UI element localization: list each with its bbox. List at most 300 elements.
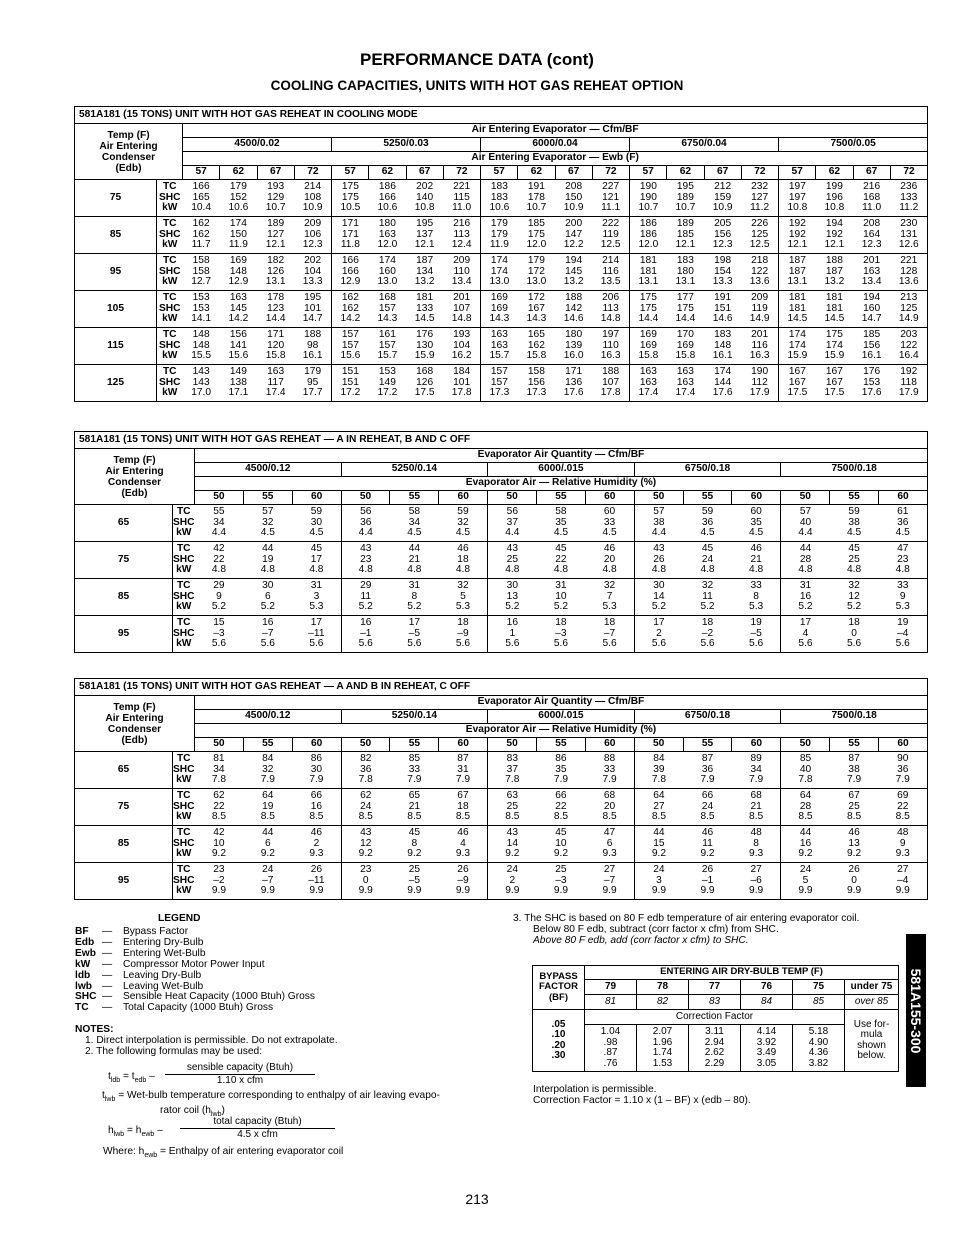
cell-kw: 14.5 xyxy=(787,313,808,325)
data-cell xyxy=(853,180,890,217)
cell-kw: 10.9 xyxy=(302,202,323,214)
cell-shc: 30 xyxy=(310,516,323,528)
cell-tc: 195 xyxy=(416,218,434,230)
data-cell xyxy=(220,328,257,365)
cell-tc: 59 xyxy=(457,506,469,518)
cell-tc: 163 xyxy=(267,366,285,378)
row-temp: 85 xyxy=(75,826,173,863)
cell-shc: 35 xyxy=(555,516,567,528)
cell-shc: 163 xyxy=(676,376,694,388)
cell-shc: 157 xyxy=(341,339,359,351)
cell-tc: 30 xyxy=(506,580,518,592)
data-cell xyxy=(341,542,390,579)
column-header: 60 xyxy=(585,491,634,505)
cell-shc: 13 xyxy=(506,590,518,602)
cell-kw: 14.9 xyxy=(898,313,919,325)
row-temp: 105 xyxy=(75,291,157,328)
data-cell xyxy=(741,291,778,328)
group-header: Evaporator Air Quantity — Cfm/BF xyxy=(195,449,928,463)
cell-tc: 18 xyxy=(457,617,469,629)
data-cell xyxy=(704,217,741,254)
cell-tc: 181 xyxy=(416,292,434,304)
cell-shc: 107 xyxy=(602,376,620,388)
cell-tc: 47 xyxy=(603,827,616,839)
cell-kw: 14.1 xyxy=(191,313,212,325)
row-labels xyxy=(157,254,183,291)
cell-kw: 4.8 xyxy=(260,564,275,576)
cell-tc: 216 xyxy=(863,181,881,193)
cell-shc: 12 xyxy=(848,590,860,602)
cell-tc: 46 xyxy=(701,827,714,839)
table-row xyxy=(75,328,928,365)
cell-shc: 160 xyxy=(378,265,396,277)
data-cell xyxy=(332,180,369,217)
row-temp: 95 xyxy=(75,616,173,653)
cell-tc: 193 xyxy=(267,181,285,193)
cell-kw: 13.4 xyxy=(451,276,472,288)
cell-kw: 15.9 xyxy=(824,350,845,362)
cell-tc: 206 xyxy=(602,292,620,304)
cell-kw: 17.4 xyxy=(265,387,286,399)
row-label: SHC xyxy=(173,763,195,775)
cell-kw: 10.7 xyxy=(675,202,696,214)
cell-tc: 30 xyxy=(653,580,665,592)
data-cell xyxy=(390,505,439,542)
cell-shc: 23 xyxy=(897,553,909,565)
row-label: TC xyxy=(176,580,191,592)
page-subtitle: COOLING CAPACITIES, UNITS WITH HOT GAS REHEAT OPTION xyxy=(270,78,684,93)
cell-tc: 190 xyxy=(751,366,769,378)
cell-kw: 13.0 xyxy=(489,276,510,288)
data-cell xyxy=(243,579,292,616)
column-header: 50 xyxy=(781,491,830,505)
cell-tc: 158 xyxy=(527,366,545,378)
data-cell xyxy=(243,542,292,579)
bf-temp-italic: 83 xyxy=(689,995,741,1010)
row-labels xyxy=(157,365,183,402)
formula-ldb: $t_{ldb} = t_{edb}$ – xyxy=(108,1071,155,1085)
cell-tc: 199 xyxy=(825,181,843,193)
data-cell xyxy=(195,505,244,542)
cell-kw: 10.6 xyxy=(489,202,510,214)
table-caption: 581A181 (15 TONS) UNIT WITH HOT GAS REHEAT — A IN REHEAT, B AND C OFF xyxy=(75,432,928,449)
cell-shc: 164 xyxy=(863,228,881,240)
cell-shc: 139 xyxy=(565,339,583,351)
column-header: 55 xyxy=(830,738,879,752)
cell-shc: 137 xyxy=(416,228,434,240)
a-reheat-table xyxy=(74,431,928,653)
cell-tc: 194 xyxy=(863,292,881,304)
cell-shc: 151 xyxy=(714,302,732,314)
cfm-group: 7500/0.18 xyxy=(781,463,928,477)
cell-kw: 10.7 xyxy=(638,202,659,214)
row-labels xyxy=(157,291,183,328)
bf-temp: 75 xyxy=(793,980,845,995)
cell-tc: 171 xyxy=(341,218,359,230)
cell-tc: 190 xyxy=(639,181,657,193)
data-cell xyxy=(195,826,244,863)
column-header: 55 xyxy=(243,491,292,505)
column-header: 55 xyxy=(537,738,586,752)
data-cell xyxy=(879,542,928,579)
cell-shc: 145 xyxy=(229,302,247,314)
cell-shc: 14 xyxy=(506,837,518,849)
cell-kw: 9.9 xyxy=(211,885,227,897)
cell-kw: 7.9 xyxy=(407,774,422,786)
cell-tc: 222 xyxy=(602,218,620,230)
row-label: TC xyxy=(162,218,177,230)
cell-shc: 9 xyxy=(899,837,906,849)
data-cell xyxy=(634,752,683,789)
data-cell xyxy=(341,505,390,542)
column-header: 72 xyxy=(741,166,778,180)
cell-kw: 13.1 xyxy=(265,276,286,288)
cell-kw: 7.9 xyxy=(602,774,617,786)
cell-kw: 14.4 xyxy=(638,313,659,325)
cell-kw: 17.6 xyxy=(712,387,733,399)
cell-kw: 15.8 xyxy=(638,350,659,362)
cell-shc: 126 xyxy=(416,376,434,388)
cell-shc: 104 xyxy=(304,265,322,277)
cell-tc: 193 xyxy=(453,329,471,341)
data-cell xyxy=(341,826,390,863)
cell-tc: 60 xyxy=(750,506,762,518)
cell-kw: 9.2 xyxy=(407,848,422,860)
cell-tc: 201 xyxy=(751,329,769,341)
cfm-group: 4500/0.12 xyxy=(195,463,342,477)
cell-kw: 5.2 xyxy=(847,601,862,613)
data-cell xyxy=(779,254,816,291)
row-temp: 125 xyxy=(75,365,157,402)
cell-kw: 13.3 xyxy=(712,276,733,288)
cell-tc: 64 xyxy=(799,790,812,802)
cell-tc: 168 xyxy=(378,292,396,304)
cell-shc: 123 xyxy=(267,302,285,314)
cell-shc: 128 xyxy=(900,265,918,277)
data-cell xyxy=(879,752,928,789)
column-header: 50 xyxy=(781,738,830,752)
cell-tc: 168 xyxy=(416,366,434,378)
cell-shc: 28 xyxy=(799,553,812,565)
cell-kw: 5.6 xyxy=(407,638,422,650)
cell-tc: 45 xyxy=(848,543,860,555)
cell-shc: 167 xyxy=(825,376,843,388)
cell-kw: 7.9 xyxy=(700,774,715,786)
cell-shc: 14 xyxy=(653,590,665,602)
cell-tc: 176 xyxy=(863,366,881,378)
row-label: SHC xyxy=(173,800,195,812)
row-labels xyxy=(173,826,195,863)
cell-tc: 31 xyxy=(408,580,421,592)
row-label: TC xyxy=(162,255,177,267)
legend-item: lwb — Leaving Wet-Bulb xyxy=(75,980,204,992)
cell-shc: 148 xyxy=(229,265,247,277)
cell-kw: 5.6 xyxy=(309,638,324,650)
data-cell xyxy=(195,542,244,579)
cell-tc: 198 xyxy=(714,255,732,267)
cell-kw: 17.5 xyxy=(414,387,435,399)
legend xyxy=(75,927,315,1014)
column-header: 60 xyxy=(879,738,928,752)
data-cell xyxy=(195,616,244,653)
cell-shc: –7 xyxy=(603,874,616,886)
data-cell xyxy=(816,365,853,402)
correction-factor: .87 xyxy=(603,1047,618,1058)
cell-kw: 14.4 xyxy=(265,313,286,325)
cell-tc: 24 xyxy=(799,864,812,876)
note-3: 3. The SHC is based on 80 F edb temperature of air entering evaporator coil. Below 80 F edb, subtract (corr factor x cfm) from SHC. Above 80 F edb, add (corr factor x cfm) to SHC. xyxy=(513,913,860,946)
cell-kw: 13.2 xyxy=(414,276,435,288)
cell-kw: 12.2 xyxy=(563,239,584,251)
cell-tc: 89 xyxy=(750,753,762,765)
cell-kw: 8.5 xyxy=(847,811,862,823)
cfm-group: 6000/.015 xyxy=(488,710,635,724)
column-header: 50 xyxy=(195,491,244,505)
cell-kw: 12.3 xyxy=(302,239,323,251)
row-label: TC xyxy=(176,790,191,802)
column-header: 60 xyxy=(439,738,488,752)
cell-shc: 35 xyxy=(555,763,567,775)
cell-shc: 101 xyxy=(304,302,322,314)
cell-shc: 153 xyxy=(863,376,881,388)
cell-kw: 9.3 xyxy=(309,848,324,860)
cell-shc: 37 xyxy=(506,516,518,528)
cell-tc: 227 xyxy=(602,181,620,193)
data-cell xyxy=(816,180,853,217)
cell-shc: 21 xyxy=(750,800,762,812)
cell-tc: 194 xyxy=(825,218,843,230)
cell-tc: 44 xyxy=(262,827,274,839)
table-caption: 581A181 (15 TONS) UNIT WITH HOT GAS REHEAT — A AND B IN REHEAT, C OFF xyxy=(75,679,928,696)
data-cell xyxy=(683,579,732,616)
cell-shc: 187 xyxy=(788,265,806,277)
data-cell xyxy=(630,328,667,365)
row-labels xyxy=(157,328,183,365)
cell-kw: 12.0 xyxy=(526,239,547,251)
table-row xyxy=(75,217,928,254)
column-header: 67 xyxy=(406,166,443,180)
group-header: Evaporator Air Quantity — Cfm/BF xyxy=(195,696,928,710)
data-cell xyxy=(488,505,537,542)
cell-kw: 14.3 xyxy=(526,313,547,325)
cell-kw: 5.6 xyxy=(553,638,569,650)
cell-kw: 12.9 xyxy=(228,276,249,288)
cell-tc: 174 xyxy=(229,218,247,230)
cell-shc: 122 xyxy=(751,265,769,277)
data-cell xyxy=(732,542,781,579)
data-cell xyxy=(732,789,781,826)
column-header: 60 xyxy=(879,491,928,505)
cell-tc: 45 xyxy=(555,543,567,555)
sub-header: Evaporator Air — Relative Humidity (%) xyxy=(195,477,928,491)
data-cell xyxy=(341,579,390,616)
cell-kw: 5.2 xyxy=(553,601,569,613)
data-cell xyxy=(537,579,586,616)
data-cell xyxy=(816,291,853,328)
cell-kw: 17.8 xyxy=(600,387,621,399)
cell-shc: 27 xyxy=(653,800,665,812)
cell-tc: 236 xyxy=(900,181,918,193)
data-cell xyxy=(292,579,341,616)
cell-tc: 85 xyxy=(408,753,421,765)
cell-tc: 24 xyxy=(506,864,518,876)
cell-kw: 4.8 xyxy=(211,564,227,576)
cell-kw: 12.5 xyxy=(600,239,621,251)
data-cell xyxy=(779,328,816,365)
cell-tc: 31 xyxy=(799,580,812,592)
data-cell xyxy=(243,826,292,863)
row-labels xyxy=(173,863,195,900)
data-cell xyxy=(853,217,890,254)
table-row xyxy=(75,291,928,328)
cell-shc: 36 xyxy=(360,516,372,528)
cell-kw: 9.9 xyxy=(309,885,324,897)
cell-kw: 9.9 xyxy=(651,885,666,897)
column-header: 50 xyxy=(634,738,683,752)
cell-shc: 9 xyxy=(216,590,222,602)
cell-tc: 163 xyxy=(490,329,508,341)
cell-kw: 11.7 xyxy=(191,239,211,251)
column-header: 55 xyxy=(243,738,292,752)
column-header: 60 xyxy=(439,491,488,505)
cell-tc: 44 xyxy=(262,543,274,555)
cell-tc: 16 xyxy=(360,617,372,629)
cell-shc: 185 xyxy=(676,228,694,240)
correction-factor: 4.36 xyxy=(808,1047,829,1058)
cell-tc: 148 xyxy=(192,329,210,341)
cell-kw: 13.0 xyxy=(377,276,398,288)
cell-tc: 59 xyxy=(848,506,860,518)
cell-shc: 36 xyxy=(360,763,372,775)
cell-kw: 9.3 xyxy=(602,848,617,860)
data-cell xyxy=(667,365,704,402)
table-row xyxy=(75,542,928,579)
cell-shc: 16 xyxy=(310,800,323,812)
data-cell xyxy=(890,254,928,291)
data-cell xyxy=(537,863,586,900)
cell-kw: 10.6 xyxy=(377,202,398,214)
temp-header: Temp (F) Air Entering Condenser (Edb) xyxy=(75,124,183,180)
cell-shc: 143 xyxy=(192,376,210,388)
cell-tc: 43 xyxy=(360,827,372,839)
temp-header: Temp (F) Air Entering Condenser (Edb) xyxy=(75,449,195,505)
cell-tc: 64 xyxy=(262,790,274,802)
cell-tc: 16 xyxy=(262,617,274,629)
cell-kw: 16.1 xyxy=(302,350,323,362)
cell-shc: 140 xyxy=(416,191,434,203)
cell-shc: 163 xyxy=(378,228,396,240)
row-temp: 95 xyxy=(75,254,157,291)
cell-kw: 5.2 xyxy=(700,601,715,613)
cell-kw: 11.0 xyxy=(862,202,882,214)
data-cell xyxy=(890,291,928,328)
cfm-group: 4500/0.02 xyxy=(183,138,332,152)
cell-kw: 4.8 xyxy=(602,564,617,576)
bf-temp: 76 xyxy=(741,980,793,995)
data-cell xyxy=(830,505,879,542)
formula-ldb-fraction: sensible capacity (Btuh) 1.10 x cfm xyxy=(165,1062,315,1086)
cell-tc: 232 xyxy=(751,181,769,193)
data-cell xyxy=(183,217,220,254)
cell-shc: 6 xyxy=(264,837,271,849)
cell-kw: 5.2 xyxy=(211,601,227,613)
data-cell xyxy=(406,291,443,328)
cell-tc: 47 xyxy=(897,543,909,555)
cell-tc: 189 xyxy=(267,218,285,230)
data-cell xyxy=(220,365,257,402)
data-cell xyxy=(853,365,890,402)
cell-kw: 8.5 xyxy=(798,811,813,823)
cell-tc: 189 xyxy=(676,218,694,230)
data-cell xyxy=(537,505,586,542)
cell-kw: 15.9 xyxy=(787,350,808,362)
cell-kw: 17.9 xyxy=(749,387,770,399)
data-cell xyxy=(704,365,741,402)
cell-shc: –4 xyxy=(897,627,909,639)
cell-shc: 1 xyxy=(509,627,516,639)
correction-factor: 2.29 xyxy=(704,1057,725,1069)
cell-kw: 10.8 xyxy=(787,202,808,214)
correction-factor: 2.94 xyxy=(704,1036,725,1048)
cell-shc: 25 xyxy=(506,553,518,565)
row-temp: 85 xyxy=(75,579,173,616)
cell-tc: 214 xyxy=(602,255,620,267)
sub-header: Evaporator Air — Relative Humidity (%) xyxy=(195,724,928,738)
cell-shc: 174 xyxy=(825,339,843,351)
cell-shc: 38 xyxy=(848,763,860,775)
data-cell xyxy=(488,752,537,789)
row-temp: 65 xyxy=(75,752,173,789)
cell-tc: 67 xyxy=(457,790,469,802)
cell-kw: 9.9 xyxy=(895,885,910,897)
data-cell xyxy=(292,616,341,653)
side-tab: 581A155-300 xyxy=(906,934,926,1087)
table-caption: 581A181 (15 TONS) UNIT WITH HOT GAS REHEAT IN COOLING MODE xyxy=(75,107,928,124)
cell-shc: –11 xyxy=(308,627,325,639)
cell-kw: 12.1 xyxy=(265,239,286,251)
column-header: 60 xyxy=(732,738,781,752)
data-cell xyxy=(292,789,341,826)
cell-shc: 183 xyxy=(490,191,508,203)
row-label: kW xyxy=(162,276,178,288)
cell-tc: 57 xyxy=(653,506,665,518)
cell-kw: 9.9 xyxy=(602,885,617,897)
cell-kw: 9.9 xyxy=(553,885,569,897)
data-cell xyxy=(634,616,683,653)
cell-shc: 175 xyxy=(527,228,545,240)
cell-kw: 7.8 xyxy=(358,774,373,786)
data-cell xyxy=(741,254,778,291)
data-cell xyxy=(830,826,879,863)
cell-tc: 194 xyxy=(565,255,583,267)
bf-temp-italic: 84 xyxy=(741,995,793,1010)
cell-shc: –9 xyxy=(457,874,469,886)
cell-shc: 18 xyxy=(457,553,469,565)
cell-kw: 13.6 xyxy=(749,276,770,288)
legend-item: TC — Total Capacity (1000 Btuh) Gross xyxy=(75,1002,274,1014)
row-label: TC xyxy=(176,864,191,876)
cell-kw: 12.1 xyxy=(414,239,435,251)
data-cell xyxy=(879,579,928,616)
cell-shc: 113 xyxy=(602,302,619,314)
row-label: TC xyxy=(176,506,191,518)
cell-tc: 230 xyxy=(900,218,918,230)
column-header: 57 xyxy=(183,166,220,180)
data-cell xyxy=(243,863,292,900)
data-cell xyxy=(488,542,537,579)
cell-tc: 165 xyxy=(527,329,545,341)
correction-factor: 1.96 xyxy=(652,1036,673,1048)
